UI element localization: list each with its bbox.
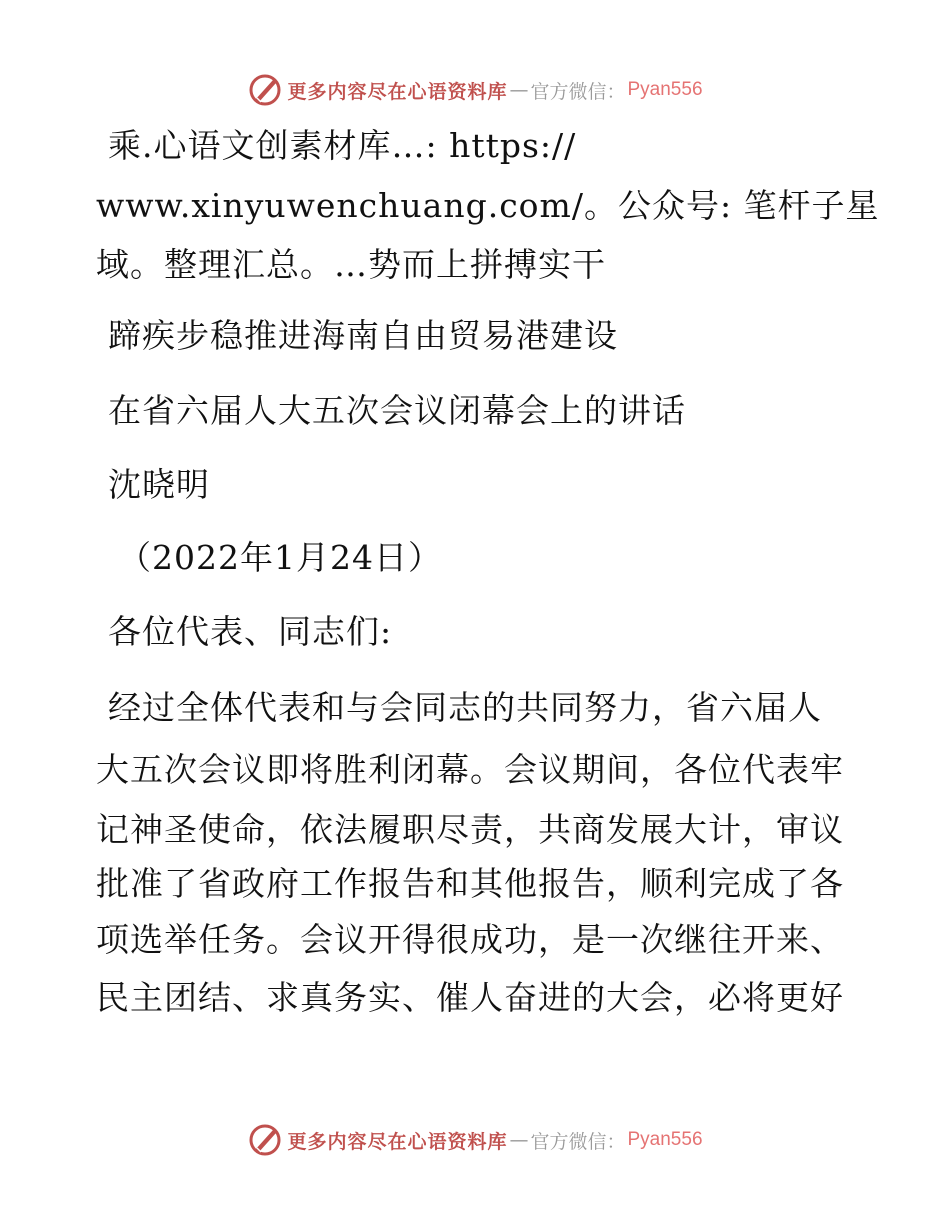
banner-separator: — bbox=[509, 79, 529, 101]
footer-banner bbox=[0, 1120, 950, 1160]
quill-logo-icon bbox=[247, 1122, 283, 1158]
header-banner bbox=[0, 70, 950, 110]
body-line-6: 民主团结、求真务实、催人奋进的大会，必将更好 bbox=[96, 978, 844, 1017]
document-title: 蹄疾步稳推进海南自由贸易港建设 bbox=[108, 316, 618, 355]
footer-official: 官方微信： bbox=[530, 1130, 626, 1153]
body-line-1: 经过全体代表和与会同志的共同努力，省六届人 bbox=[108, 688, 822, 727]
body-line-2: 大五次会议即将胜利闭幕。会议期间，各位代表牢 bbox=[96, 750, 844, 789]
banner-wechat-id: Pyan556 bbox=[627, 79, 703, 100]
document-subtitle: 在省六届人大五次会议闭幕会上的讲话 bbox=[108, 391, 686, 430]
quill-logo-icon bbox=[247, 72, 283, 108]
document-date: （2022年1月24日） bbox=[118, 538, 442, 577]
body-line-5: 项选举任务。会议开得很成功，是一次继往开来、 bbox=[96, 920, 844, 959]
source-line-1: 乘.心语文创素材库…: https:// bbox=[108, 126, 577, 165]
body-line-3: 记神圣使命，依法履职尽责，共商发展大计，审议 bbox=[96, 810, 844, 849]
banner-brand: 更多内容尽在心语资料库 bbox=[287, 80, 508, 103]
body-line-4: 批准了省政府工作报告和其他报告，顺利完成了各 bbox=[96, 864, 844, 903]
source-line-3: 域。整理汇总。…势而上拼搏实干 bbox=[96, 245, 606, 284]
banner-official: 官方微信： bbox=[530, 80, 626, 103]
source-line-2: www.xinyuwenchuang.com/。公众号: 笔杆子星 bbox=[96, 186, 880, 225]
document-salutation: 各位代表、同志们: bbox=[108, 612, 393, 651]
footer-wechat-id: Pyan556 bbox=[627, 1129, 703, 1150]
footer-separator: — bbox=[509, 1129, 529, 1151]
footer-brand: 更多内容尽在心语资料库 bbox=[287, 1130, 508, 1153]
document-author: 沈晓明 bbox=[108, 465, 210, 504]
